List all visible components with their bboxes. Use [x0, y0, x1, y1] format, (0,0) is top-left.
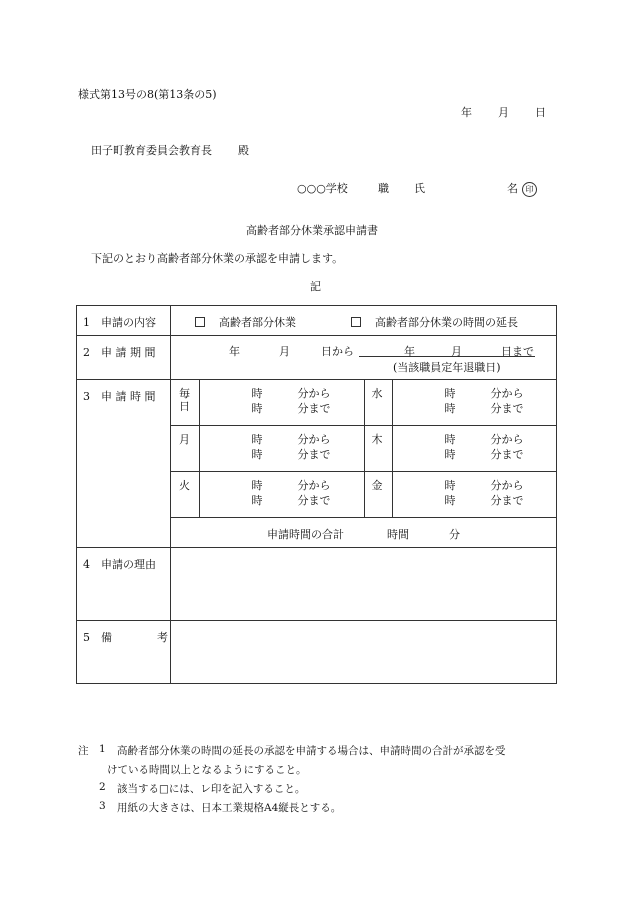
- period-start-day: 日から: [321, 345, 354, 358]
- total-hours-cell[interactable]: [171, 518, 557, 548]
- option-extension-label: 高齢者部分休業の時間の延長: [375, 316, 518, 329]
- row-remarks-label: 5 備: [83, 631, 112, 644]
- row-remarks-label-end: 考: [157, 631, 168, 644]
- day-kin: [364, 472, 392, 518]
- fun-kara-label: 分から: [490, 387, 524, 400]
- day-sui-label: 水: [371, 387, 383, 400]
- total-label: 申請時間の合計: [267, 528, 344, 541]
- fun-made-label: 分まで: [297, 494, 331, 507]
- row-content-label: 1 申請の内容: [83, 316, 156, 329]
- row-hours-label-cell: [77, 380, 171, 548]
- time-mainichi[interactable]: [199, 380, 364, 426]
- remarks-input-area[interactable]: [171, 621, 557, 684]
- row-reason-label-cell: [77, 548, 171, 621]
- period-end-month: 月: [451, 345, 462, 358]
- note-3-text: 用紙の大きさは、日本工業規格A4縦長とする。: [117, 802, 342, 814]
- period-end-year: 年: [404, 345, 415, 358]
- checkbox-partial-leave[interactable]: [195, 317, 205, 327]
- row-period: [77, 336, 557, 380]
- note-2-number: 2: [99, 781, 106, 793]
- time-getsu[interactable]: [199, 426, 364, 472]
- period-note: (当該職員定年退職日): [393, 361, 501, 374]
- row-reason: [77, 548, 557, 621]
- total-hours-label: 時間: [387, 528, 409, 541]
- fun-kara-label: 分から: [297, 479, 331, 492]
- name-label-2: [507, 180, 537, 197]
- row-remarks: [77, 621, 557, 684]
- time-kin[interactable]: [392, 472, 557, 518]
- row-content-options-cell: [171, 306, 557, 336]
- checkbox-extension[interactable]: [351, 317, 361, 327]
- day-moku: [364, 426, 392, 472]
- ji-label: 時: [251, 402, 263, 415]
- ji-label: 時: [444, 448, 456, 461]
- fun-kara-label: 分から: [490, 479, 524, 492]
- period-start-month: 月: [279, 345, 290, 358]
- day-sui: [364, 380, 392, 426]
- position-label: 職: [378, 182, 389, 195]
- form-number: 様式第13号の8(第13条の5): [78, 88, 217, 101]
- day-mainichi: [171, 380, 199, 426]
- note-prefix: 注: [78, 745, 89, 757]
- period-start-year: 年: [229, 345, 240, 358]
- ji-label: 時: [251, 433, 263, 446]
- option-partial-leave[interactable]: [195, 314, 296, 330]
- day-kin-label: 金: [371, 479, 383, 492]
- name-label-1: 氏: [414, 182, 425, 195]
- row-reason-label: 4 申請の理由: [83, 558, 156, 571]
- note-1-number: 1: [99, 743, 106, 755]
- reason-input-area[interactable]: [171, 548, 557, 621]
- day-mainichi-1: 毎: [179, 387, 190, 400]
- ji-label: 時: [251, 494, 263, 507]
- row-period-label-cell: [77, 336, 171, 380]
- date-day-label: 日: [535, 106, 546, 119]
- ji-label: 時: [251, 479, 263, 492]
- fun-made-label: 分まで: [490, 494, 524, 507]
- fun-kara-label: 分から: [490, 433, 524, 446]
- day-ka: [171, 472, 199, 518]
- day-moku-label: 木: [371, 433, 383, 446]
- day-mainichi-2: 日: [179, 400, 190, 413]
- time-ka[interactable]: [199, 472, 364, 518]
- row-hours: [77, 380, 557, 548]
- option-partial-leave-label: 高齢者部分休業: [219, 316, 296, 329]
- total-minutes-label: 分: [449, 528, 460, 541]
- intro-text: 下記のとおり高齢者部分休業の承認を申請します。: [91, 252, 344, 265]
- addressee-suffix: 殿: [238, 144, 249, 157]
- ji-label: 時: [444, 494, 456, 507]
- row-hours-grid-cell: [171, 380, 557, 548]
- row-content: [77, 306, 557, 336]
- hours-grid: [171, 380, 557, 547]
- fun-kara-label: 分から: [297, 433, 331, 446]
- ki-label: 記: [310, 280, 321, 293]
- option-extension[interactable]: [351, 314, 518, 330]
- row-content-label-cell: [77, 306, 171, 336]
- ji-label: 時: [251, 448, 263, 461]
- row-period-value-cell[interactable]: [171, 336, 557, 380]
- ji-label: 時: [444, 433, 456, 446]
- fun-made-label: 分まで: [490, 448, 524, 461]
- name-label-2-text: 名: [507, 182, 518, 195]
- fun-made-label: 分まで: [490, 402, 524, 415]
- seal-mark: 印: [522, 182, 537, 197]
- note-2-text: 該当する□には、レ印を記入すること。: [117, 783, 306, 795]
- time-sui[interactable]: [392, 380, 557, 426]
- date-month-label: 月: [498, 106, 509, 119]
- ji-label: 時: [444, 479, 456, 492]
- note-1-line-2: けている時間以上となるようにすること。: [107, 764, 307, 776]
- note-3-number: 3: [99, 800, 106, 812]
- fun-made-label: 分まで: [297, 448, 331, 461]
- fun-made-label: 分まで: [297, 402, 331, 415]
- addressee: 田子町教育委員会教育長: [91, 144, 212, 157]
- note-1-line-1: 高齢者部分休業の時間の延長の承認を申請する場合は、申請時間の合計が承認を受: [117, 745, 506, 757]
- fun-kara-label: 分から: [297, 387, 331, 400]
- day-getsu-label: 月: [179, 433, 190, 446]
- ji-label: 時: [251, 387, 263, 400]
- row-period-label: 2 申 請 期 間: [83, 346, 156, 359]
- application-table: [76, 305, 557, 684]
- day-getsu: [171, 426, 199, 472]
- school-name: ○○○学校: [297, 182, 348, 195]
- ji-label: 時: [444, 402, 456, 415]
- day-ka-label: 火: [179, 479, 190, 492]
- row-hours-label: 3 申 請 時 間: [83, 390, 156, 403]
- date-year-label: 年: [461, 106, 472, 119]
- period-end-day: 日まで: [501, 345, 534, 358]
- time-moku[interactable]: [392, 426, 557, 472]
- row-remarks-label-cell: [77, 621, 171, 684]
- ji-label: 時: [444, 387, 456, 400]
- form-title: 高齢者部分休業承認申請書: [246, 224, 378, 237]
